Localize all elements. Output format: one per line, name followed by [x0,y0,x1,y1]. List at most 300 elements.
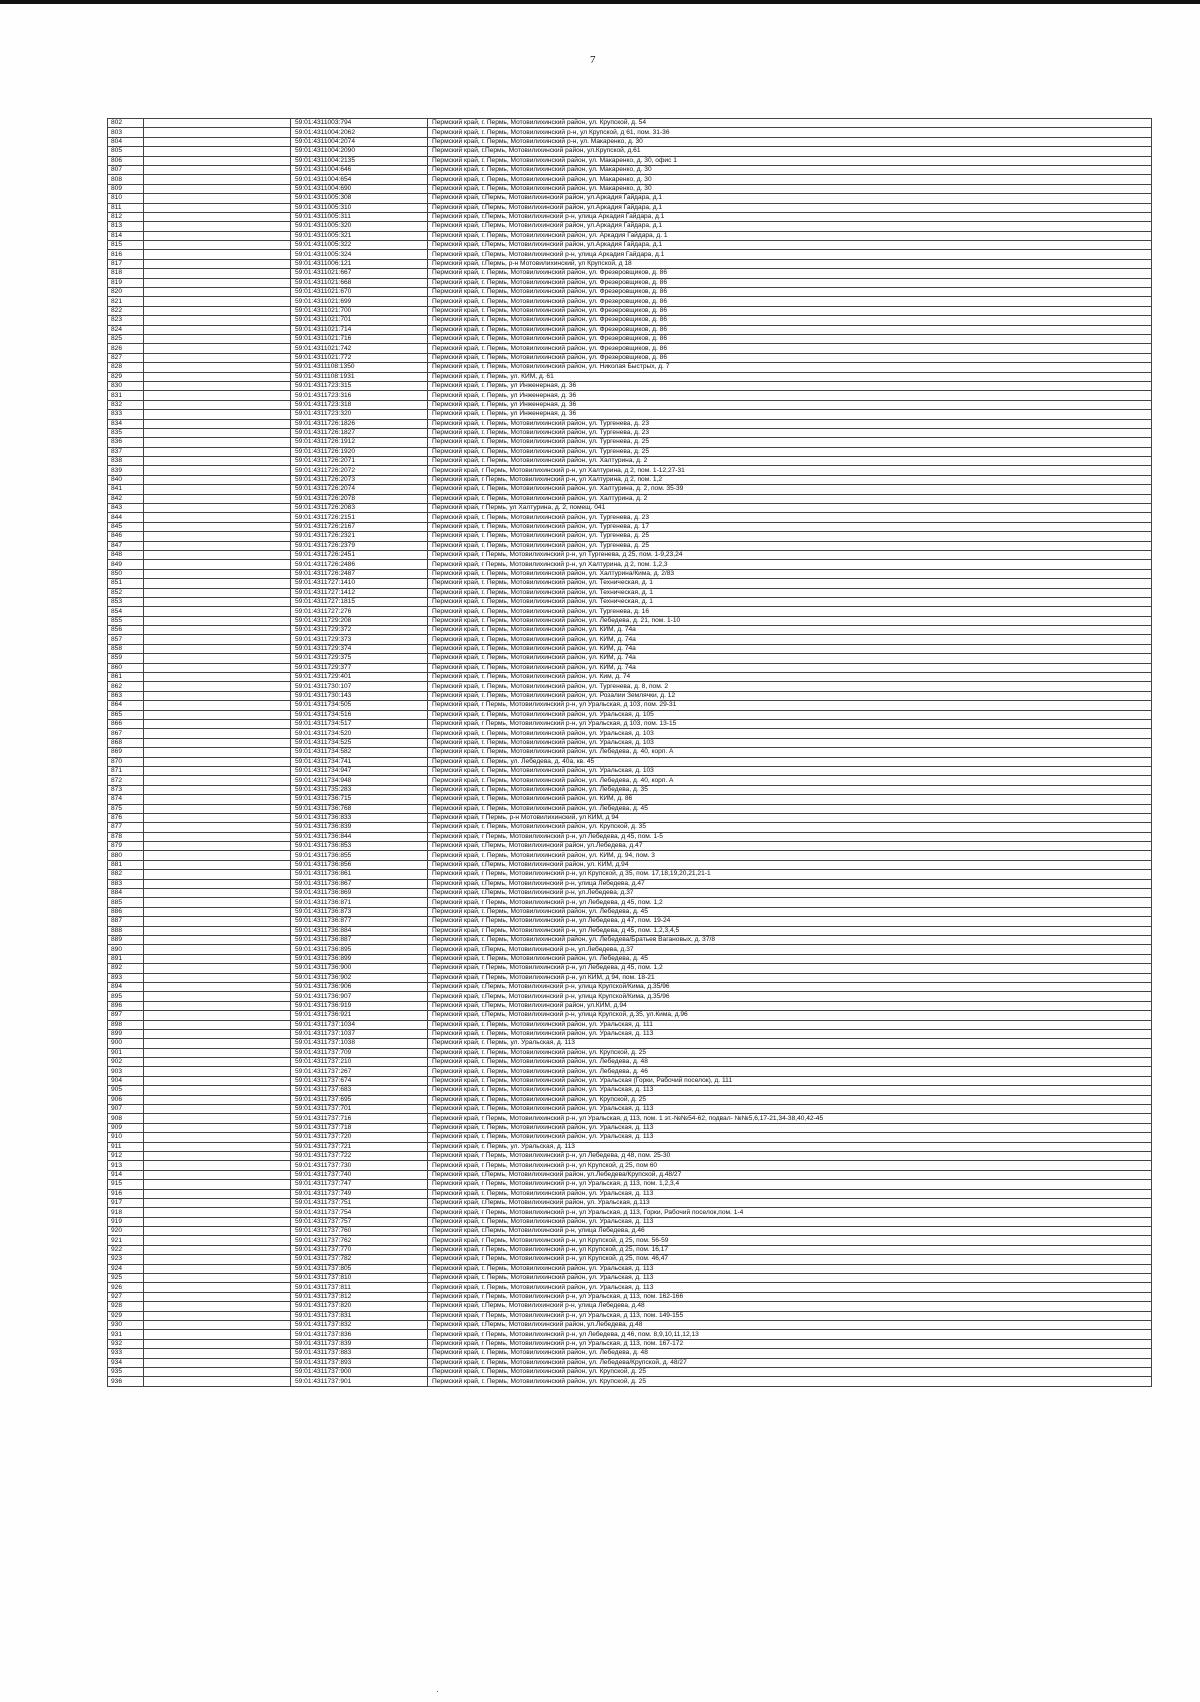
row-blank-cell [144,982,291,991]
row-blank-cell [144,363,291,372]
row-number: 854 [108,607,144,616]
cadastral-number: 59:01:4311004:2090 [291,147,428,156]
object-address: Пермский край, г.Пермь, Мотовилихинский р-н, ул.Лебедева, д.37 [428,889,1152,898]
row-number: 889 [108,935,144,944]
row-blank-cell [144,1189,291,1198]
object-address: Пермский край, г Пермь, Мотовилихинский р-н, ул Уральская, д 113, пом. 149-155 [428,1311,1152,1320]
row-blank-cell [144,889,291,898]
row-number: 883 [108,879,144,888]
row-number: 831 [108,391,144,400]
row-number: 892 [108,964,144,973]
table-row [108,992,1152,1001]
cadastral-number: 59:01:4311737:674 [291,1076,428,1085]
row-number: 878 [108,832,144,841]
table-row [108,710,1152,719]
table-row [108,982,1152,991]
row-number: 906 [108,1095,144,1104]
cadastral-number: 59:01:4311734:947 [291,766,428,775]
row-number: 909 [108,1123,144,1132]
row-number: 850 [108,569,144,578]
row-blank-cell [144,1039,291,1048]
row-number: 815 [108,241,144,250]
table-row [108,832,1152,841]
row-blank-cell [144,1095,291,1104]
object-address: Пермский край, г.Пермь, Мотовилихинский район, ул. КИМ, д.94 [428,860,1152,869]
table-row [108,738,1152,747]
table-row [108,1180,1152,1189]
table-row [108,1161,1152,1170]
object-address: Пермский край, г. Пермь, Мотовилихинский район, ул. Крупской, д. 35 [428,823,1152,832]
table-row [108,1311,1152,1320]
object-address: Пермский край, г. Пермь, Мотовилихинский район, ул. Тургенева, д. 17 [428,522,1152,531]
table-row [108,306,1152,315]
scan-top-edge [0,0,1200,4]
table-row [108,1367,1152,1376]
table-row [108,1123,1152,1132]
row-blank-cell [144,532,291,541]
table-row [108,550,1152,559]
object-address: Пермский край, г. Пермь, Мотовилихинский район, ул. Макаренко, д. 30, офис 1 [428,156,1152,165]
row-blank-cell [144,729,291,738]
row-number: 825 [108,334,144,343]
object-address: Пермский край, г. Пермь, Мотовилихинский район, ул. Фрезеровщиков, д. 86 [428,278,1152,287]
object-address: Пермский край, г Пермь, Мотовилихинский р-н, ул Крупской, д 25, пом. 46,47 [428,1255,1152,1264]
row-blank-cell [144,907,291,916]
cadastral-number: 59:01:4311727:1412 [291,588,428,597]
cadastral-number: 59:01:4311736:887 [291,935,428,944]
row-blank-cell [144,504,291,513]
table-row [108,973,1152,982]
row-blank-cell [144,560,291,569]
table-row [108,175,1152,184]
row-blank-cell [144,1321,291,1330]
table-row [108,842,1152,851]
row-blank-cell [144,522,291,531]
object-address: Пермский край, г. Пермь, Мотовилихинский район, ул. Техническая, д. 1 [428,579,1152,588]
table-row [108,701,1152,710]
row-blank-cell [144,1198,291,1207]
object-address: Пермский край, г. Пермь, Мотовилихинский район, ул. Крупской, д. 25 [428,1367,1152,1376]
table-row [108,1001,1152,1010]
table-row [108,663,1152,672]
object-address: Пермский край, г. Пермь, Мотовилихинский район, ул. Лебедева, д. 48 [428,1349,1152,1358]
row-number: 933 [108,1349,144,1358]
cadastral-number: 59:01:4311737:812 [291,1292,428,1301]
cadastral-number: 59:01:4311737:1038 [291,1039,428,1048]
row-number: 891 [108,954,144,963]
object-address: Пермский край, г. Пермь, Мотовилихинский район, ул. Тургенева, д. 25 [428,532,1152,541]
object-address: Пермский край, г. Пермь, Мотовилихинский район, ул. КИМ, д. 86 [428,795,1152,804]
cadastral-number: 59:01:4311737:893 [291,1358,428,1367]
row-blank-cell [144,860,291,869]
cadastral-number: 59:01:4311737:730 [291,1161,428,1170]
object-address: Пермский край, г. Пермь, Мотовилихинский район, ул. Фрезеровщиков, д. 86 [428,297,1152,306]
table-row [108,729,1152,738]
table-row [108,466,1152,475]
row-number: 858 [108,644,144,653]
object-address: Пермский край, г. Пермь, ул Инженерная, д. 36 [428,391,1152,400]
object-address: Пермский край, г. Пермь, Мотовилихинский район, ул. Лебедева, д. 45 [428,907,1152,916]
page-number: 7 [590,54,596,66]
row-number: 804 [108,137,144,146]
table-row [108,203,1152,212]
cadastral-number: 59:01:4311021:699 [291,297,428,306]
row-blank-cell [144,766,291,775]
row-blank-cell [144,156,291,165]
table-row [108,353,1152,362]
table-row [108,381,1152,390]
row-number: 875 [108,804,144,813]
cadastral-number: 59:01:4311737:709 [291,1048,428,1057]
row-blank-cell [144,241,291,250]
row-blank-cell [144,663,291,672]
row-number: 862 [108,682,144,691]
row-blank-cell [144,1011,291,1020]
cadastral-number: 59:01:4311005:324 [291,250,428,259]
row-blank-cell [144,1105,291,1114]
cadastral-number: 59:01:4311736:884 [291,926,428,935]
object-address: Пермский край, г Пермь, Мотовилихинский р-н, ул Лебедева, д 46, пом. 8,9,10,11,12,13 [428,1330,1152,1339]
row-number: 820 [108,288,144,297]
row-blank-cell [144,184,291,193]
row-blank-cell [144,344,291,353]
row-blank-cell [144,738,291,747]
row-number: 919 [108,1217,144,1226]
cadastral-number: 59:01:4311737:760 [291,1227,428,1236]
cadastral-number: 59:01:4311726:2487 [291,569,428,578]
cadastral-number: 59:01:4311737:722 [291,1151,428,1160]
object-address: Пермский край, г Пермь, Мотовилихинский р-н, ул Уральская, д 113, Горки, Рабочий поселок,пом. 1-4 [428,1208,1152,1217]
cadastral-number: 59:01:4311736:853 [291,842,428,851]
cadastral-number: 59:01:4311726:1826 [291,419,428,428]
row-number: 803 [108,128,144,137]
row-number: 908 [108,1114,144,1123]
table-row [108,1076,1152,1085]
row-blank-cell [144,475,291,484]
cadastral-number: 59:01:4311737:839 [291,1339,428,1348]
row-number: 868 [108,738,144,747]
table-row [108,1189,1152,1198]
row-blank-cell [144,1217,291,1226]
row-blank-cell [144,926,291,935]
row-number: 881 [108,860,144,869]
table-row [108,391,1152,400]
cadastral-number: 59:01:4311021:668 [291,278,428,287]
cadastral-number: 59:01:4311736:869 [291,889,428,898]
cadastral-number: 59:01:4311005:310 [291,203,428,212]
row-number: 864 [108,701,144,710]
table-row [108,945,1152,954]
cadastral-number: 59:01:4311736:919 [291,1001,428,1010]
row-number: 900 [108,1039,144,1048]
row-number: 809 [108,184,144,193]
row-blank-cell [144,194,291,203]
row-number: 872 [108,776,144,785]
row-number: 849 [108,560,144,569]
object-address: Пермский край, г.Пермь, Мотовилихинский р-н, улица Аркадия Гайдара, д.1 [428,212,1152,221]
row-blank-cell [144,306,291,315]
row-blank-cell [144,879,291,888]
cadastral-number: 59:01:4311737:754 [291,1208,428,1217]
table-row [108,147,1152,156]
object-address: Пермский край, г. Пермь, Мотовилихинский район, ул. КИМ, д. 74а [428,635,1152,644]
table-row [108,400,1152,409]
object-address: Пермский край, г.Пермь, Мотовилихинский район, ул.Лебедева, д.48 [428,1321,1152,1330]
cadastral-number: 59:01:4311726:2078 [291,494,428,503]
row-blank-cell [144,1283,291,1292]
row-blank-cell [144,428,291,437]
row-number: 810 [108,194,144,203]
table-row [108,1198,1152,1207]
row-blank-cell [144,410,291,419]
object-address: Пермский край, г. Пермь, Мотовилихинский район, ул. Макаренко, д. 30 [428,175,1152,184]
table-row [108,682,1152,691]
object-address: Пермский край, г.Пермь, Мотовилихинский р-н, улица Лебедева, д.48 [428,1302,1152,1311]
object-address: Пермский край, г.Пермь, Мотовилихинский район, ул.Лебедева/Крупской, д.48/27 [428,1170,1152,1179]
object-address: Пермский край, г. Пермь, Мотовилихинский район, ул. Уральская, д. 113 [428,1029,1152,1038]
row-number: 898 [108,1020,144,1029]
table-row [108,1029,1152,1038]
cadastral-number: 59:01:4311736:921 [291,1011,428,1020]
cadastral-number: 59:01:4311005:322 [291,241,428,250]
row-blank-cell [144,644,291,653]
object-address: Пермский край, г. Пермь, Мотовилихинский район, ул. Уральская, д. 113 [428,1264,1152,1273]
table-row [108,278,1152,287]
object-address: Пермский край, г.Пермь, Мотовилихинский р-н, ул.Лебедева, д.37 [428,945,1152,954]
cadastral-number: 59:01:4311021:742 [291,344,428,353]
object-address: Пермский край, г.Пермь, Мотовилихинский район, ул.Аркадия Гайдара, д.1 [428,241,1152,250]
table-row [108,691,1152,700]
table-row [108,616,1152,625]
row-blank-cell [144,673,291,682]
row-blank-cell [144,720,291,729]
row-blank-cell [144,203,291,212]
row-number: 914 [108,1170,144,1179]
object-address: Пермский край, г Пермь, Мотовилихинский р-н, ул Уральская, д 113, пом. 1 эт.-№№54-62, подвал- №№5,6,17-21,34-38,40,42-45 [428,1114,1152,1123]
row-number: 827 [108,353,144,362]
table-row [108,184,1152,193]
table-row [108,766,1152,775]
cadastral-number: 59:01:4311737:716 [291,1114,428,1123]
object-address: Пермский край, г. Пермь, Мотовилихинский район, ул. Тургенева, д. 23 [428,428,1152,437]
row-number: 890 [108,945,144,954]
row-blank-cell [144,419,291,428]
table-row [108,1142,1152,1151]
row-number: 805 [108,147,144,156]
cadastral-number: 59:01:4311736:855 [291,851,428,860]
table-row [108,1349,1152,1358]
cadastral-table-container [107,118,1152,1387]
cadastral-number: 59:01:4311004:654 [291,175,428,184]
row-number: 851 [108,579,144,588]
cadastral-number: 59:01:4311727:1815 [291,597,428,606]
row-blank-cell [144,1001,291,1010]
row-number: 904 [108,1076,144,1085]
object-address: Пермский край, г. Пермь, Мотовилихинский район, ул. Ким, д. 74 [428,673,1152,682]
row-blank-cell [144,870,291,879]
cadastral-number: 59:01:4311736:715 [291,795,428,804]
object-address: Пермский край, г. Пермь, Мотовилихинский район, ул. Техническая, д. 1 [428,597,1152,606]
object-address: Пермский край, г. Пермь, Мотовилихинский район, ул. Лебедева, д. 45 [428,954,1152,963]
table-row [108,334,1152,343]
object-address: Пермский край, г. Пермь, Мотовилихинский район, ул. Уральская, д. 113 [428,1217,1152,1226]
row-blank-cell [144,513,291,522]
table-row [108,1048,1152,1057]
table-row [108,1330,1152,1339]
row-number: 874 [108,795,144,804]
row-number: 816 [108,250,144,259]
row-blank-cell [144,945,291,954]
object-address: Пермский край, г. Пермь, Мотовилихинский район, ул. Уральская, д. 103 [428,766,1152,775]
row-number: 936 [108,1377,144,1386]
row-number: 917 [108,1198,144,1207]
table-row [108,410,1152,419]
cadastral-number: 59:01:4311736:877 [291,917,428,926]
row-blank-cell [144,795,291,804]
table-row [108,597,1152,606]
cadastral-number: 59:01:4311737:210 [291,1058,428,1067]
row-blank-cell [144,288,291,297]
cadastral-number: 59:01:4311726:2379 [291,541,428,550]
object-address: Пермский край, г Пермь, Мотовилихинский р-н, ул Крупской, д 25, пом 60 [428,1161,1152,1170]
row-blank-cell [144,1170,291,1179]
row-number: 895 [108,992,144,1001]
cadastral-number: 59:01:4311726:2073 [291,475,428,484]
row-blank-cell [144,1123,291,1132]
row-blank-cell [144,1227,291,1236]
cadastral-number: 59:01:4311729:374 [291,644,428,653]
row-number: 845 [108,522,144,531]
object-address: Пермский край, г. Пермь, Мотовилихинский район, ул. Лебедева/Крупской, д. 48/27 [428,1358,1152,1367]
table-row [108,1227,1152,1236]
row-blank-cell [144,334,291,343]
row-number: 934 [108,1358,144,1367]
row-blank-cell [144,1236,291,1245]
cadastral-number: 59:01:4311005:321 [291,231,428,240]
table-row [108,1114,1152,1123]
table-row [108,419,1152,428]
table-row [108,428,1152,437]
object-address: Пермский край, г. Пермь, Мотовилихинский район, ул. Фрезеровщиков, д. 86 [428,353,1152,362]
cadastral-number: 59:01:4311737:721 [291,1142,428,1151]
row-blank-cell [144,447,291,456]
cadastral-number: 59:01:4311726:2071 [291,457,428,466]
row-number: 843 [108,504,144,513]
cadastral-number: 59:01:4311736:844 [291,832,428,841]
row-number: 848 [108,550,144,559]
object-address: Пермский край, г. Пермь, Мотовилихинский район, ул. Уральская, д. 113 [428,1283,1152,1292]
table-row [108,475,1152,484]
table-row [108,137,1152,146]
object-address: Пермский край, г Пермь, Мотовилихинский р-н, ул Халтурина, д 2, пом. 1,2 [428,475,1152,484]
row-blank-cell [144,1048,291,1057]
row-blank-cell [144,776,291,785]
cadastral-number: 59:01:4311736:871 [291,898,428,907]
cadastral-number: 59:01:4311737:701 [291,1105,428,1114]
row-number: 826 [108,344,144,353]
cadastral-number: 59:01:4311727:276 [291,607,428,616]
object-address: Пермский край, г. Пермь, Мотовилихинский район, ул. Уральская, д. 113 [428,1105,1152,1114]
object-address: Пермский край, г. Пермь, ул. Уральская, д. 113 [428,1039,1152,1048]
table-row [108,1020,1152,1029]
object-address: Пермский край, г. Пермь, Мотовилихинский район, ул. Уральская, д. 103 [428,729,1152,738]
row-number: 832 [108,400,144,409]
row-number: 838 [108,457,144,466]
object-address: Пермский край, г. Пермь, Мотовилихинский район, ул. Уральская, д. 103 [428,738,1152,747]
row-blank-cell [144,785,291,794]
cadastral-number: 59:01:4311734:582 [291,748,428,757]
row-number: 921 [108,1236,144,1245]
table-row [108,776,1152,785]
cadastral-number: 59:01:4311005:308 [291,194,428,203]
row-number: 885 [108,898,144,907]
row-number: 857 [108,635,144,644]
cadastral-number: 59:01:4311006:121 [291,259,428,268]
row-blank-cell [144,1133,291,1142]
cadastral-number: 59:01:4311737:782 [291,1255,428,1264]
table-row [108,964,1152,973]
object-address: Пермский край, г. Пермь, Мотовилихинский район, ул. Уральская, д. 105 [428,710,1152,719]
row-number: 839 [108,466,144,475]
cadastral-number: 59:01:4311729:401 [291,673,428,682]
table-row [108,1274,1152,1283]
cadastral-number: 59:01:4311723:316 [291,391,428,400]
object-address: Пермский край, г. Пермь, Мотовилихинский район, ул. Тургенева, д. 23 [428,513,1152,522]
cadastral-number: 59:01:4311729:372 [291,626,428,635]
object-address: Пермский край, г. Пермь, Мотовилихинский район, ул. Уральская, д. 113 [428,1189,1152,1198]
cadastral-number: 59:01:4311737:718 [291,1123,428,1132]
table-row [108,1321,1152,1330]
row-number: 901 [108,1048,144,1057]
table-row [108,1039,1152,1048]
row-number: 927 [108,1292,144,1301]
object-address: Пермский край, г Пермь, Мотовилихинский р-н, ул Лебедева, д 48, пом. 25-30 [428,1151,1152,1160]
object-address: Пермский край, г Пермь, р-н Мотовилихинский, ул КИМ, д 94 [428,813,1152,822]
table-row [108,1245,1152,1254]
row-blank-cell [144,851,291,860]
object-address: Пермский край, г Пермь, Мотовилихинский р-н, ул Крупской, д 35, пом. 17,18,19,20,21,21-1 [428,870,1152,879]
object-address: Пермский край, г Пермь, Мотовилихинский р-н, ул КИМ, д 94, пом. 18-21 [428,973,1152,982]
object-address: Пермский край, г. Пермь, Мотовилихинский район, ул. Халтурина, д. 2 [428,457,1152,466]
table-row [108,954,1152,963]
row-number: 846 [108,532,144,541]
object-address: Пермский край, г.Пермь, Мотовилихинский р-н, улица Крупской/Кима, д.35/96 [428,992,1152,1001]
object-address: Пермский край, г. Пермь, Мотовилихинский район, ул. Лебедева, д. 40, корп. А [428,748,1152,757]
row-number: 922 [108,1245,144,1254]
cadastral-number: 59:01:4311723:315 [291,381,428,390]
table-row [108,128,1152,137]
cadastral-number: 59:01:4311737:1034 [291,1020,428,1029]
row-blank-cell [144,278,291,287]
table-row [108,457,1152,466]
cadastral-number: 59:01:4311737:770 [291,1245,428,1254]
object-address: Пермский край, г. Пермь, Мотовилихинский район, ул. Крупской, д. 25 [428,1048,1152,1057]
row-blank-cell [144,485,291,494]
object-address: Пермский край, г.Пермь, Мотовилихинский р-н, улица Лебедева, д.46 [428,1227,1152,1236]
object-address: Пермский край, г. Пермь, Мотовилихинский район, ул. Фрезеровщиков, д. 86 [428,316,1152,325]
table-row [108,926,1152,935]
object-address: Пермский край, г.Пермь, Мотовилихинский район, ул. Уральская, д.113 [428,1198,1152,1207]
row-number: 905 [108,1086,144,1095]
footer-mark: · [436,1686,439,1696]
cadastral-number: 59:01:4311726:2083 [291,504,428,513]
object-address: Пермский край, г. Пермь, Мотовилихинский район, ул. Фрезеровщиков, д. 86 [428,288,1152,297]
row-number: 915 [108,1180,144,1189]
cadastral-number: 59:01:4311734:741 [291,757,428,766]
row-blank-cell [144,222,291,231]
row-blank-cell [144,269,291,278]
cadastral-number: 59:01:4311729:208 [291,616,428,625]
